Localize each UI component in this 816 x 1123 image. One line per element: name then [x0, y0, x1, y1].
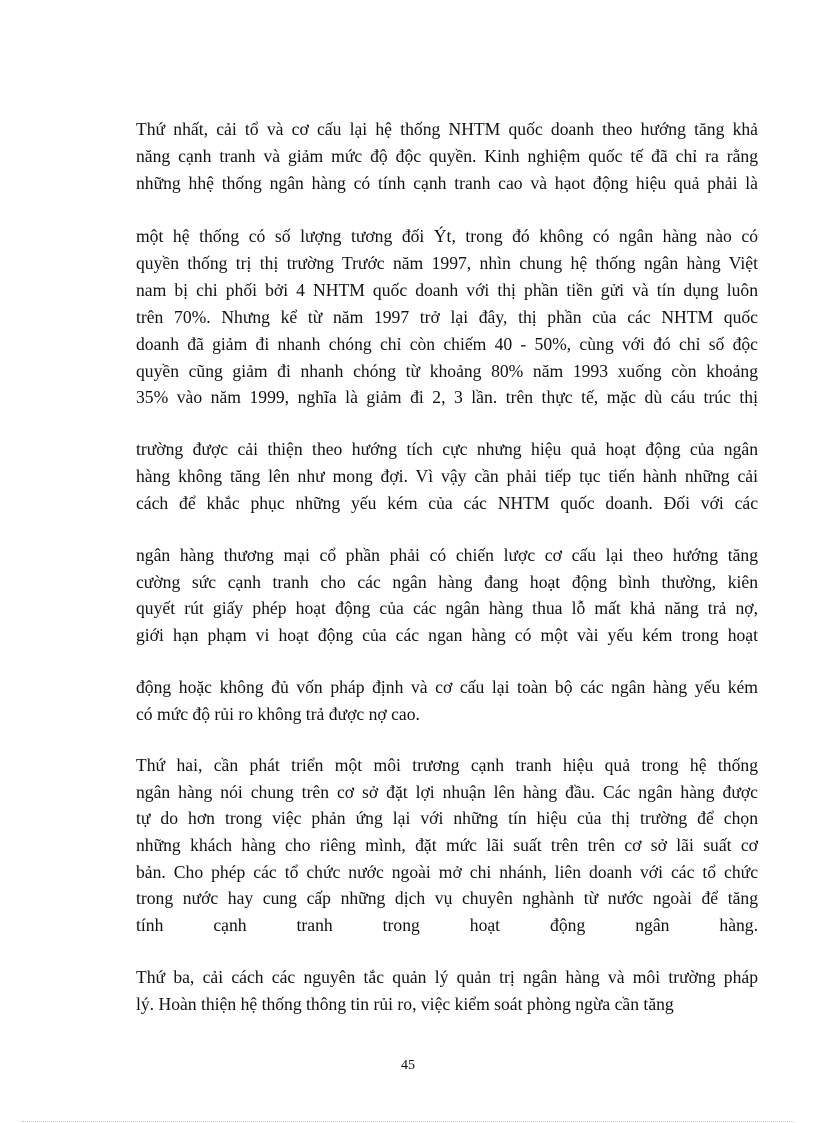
text-line: 35% vào năm 1999, nghĩa là giảm đi 2, 3 lần. trên thực tế, mặc dù cáu trúc thị — [136, 387, 758, 407]
text-line: trên 70%. Nhưng kể từ năm 1997 trở lại đây, thị phần của các NHTM quốc — [136, 307, 758, 327]
text-line: bản. Cho phép các tổ chức nước ngoài mở chi nhánh, liên doanh với các tổ chức — [136, 862, 758, 882]
text-line: quyết rút giấy phép hoạt động của các ngân hàng thua lỗ mất khả năng trả nợ, — [136, 598, 758, 618]
page-number: 45 — [401, 1058, 415, 1073]
text-line: hàng không tăng lên như mong đợi. Vì vậy cần phải tiếp tục tiến hành những cải — [136, 466, 758, 486]
text-line: cường sức cạnh tranh cho các ngân hàng đang hoạt động bình thường, kiên — [136, 572, 758, 592]
text-line: một hệ thống có số lượng tương đối Ýt, trong đó không có ngân hàng nào có — [136, 226, 758, 246]
text-line: giới hạn phạm vi hoạt động của các ngan hàng có một vài yếu kém trong hoạt — [136, 625, 758, 645]
text-line: có mức độ rủi ro không trả được nợ cao. — [136, 704, 420, 724]
text-line: doanh đã giảm đi nhanh chóng chỉ còn chiếm 40 - 50%, cùng với đó chỉ số độc — [136, 334, 758, 354]
text-line: ngân hàng nói chung trên cơ sở đặt lợi nhuận lên hàng đầu. Các ngân hàng được — [136, 782, 758, 802]
page-bottom-divider — [22, 1121, 794, 1122]
text-line: tự do hơn trong việc phản ứng lại với những tín hiệu của thị trường để chọn — [136, 808, 758, 828]
text-line: những khách hàng cho riêng mình, đặt mức lãi suất trên trên cơ sở lãi suất cơ — [136, 835, 758, 855]
text-line: cách để khắc phục những yếu kém của các NHTM quốc doanh. Đối với các — [136, 493, 758, 513]
text-line: nam bị chi phối bởi 4 NHTM quốc doanh với thị phần tiền gửi và tín dụng luôn — [136, 280, 758, 300]
text-line: Thứ hai, cần phát triển một môi trương cạnh tranh hiệu quả trong hệ thống — [136, 755, 758, 775]
text-line: tính cạnh tranh trong hoạt động ngân hàng. — [136, 915, 758, 935]
text-line: trường được cải thiện theo hướng tích cực nhưng hiệu quả hoạt động của ngân — [136, 439, 758, 459]
text-line: động hoặc không đủ vốn pháp định và cơ cấu lại toàn bộ các ngân hàng yếu kém — [136, 677, 758, 697]
text-line: năng cạnh tranh và giảm mức độ độc quyền. Kinh nghiệm quốc tế đã chỉ ra rằng — [136, 146, 758, 166]
text-line: quyền cũng giảm đi nhanh chóng từ khoảng 80% năm 1993 xuống còn khoảng — [136, 361, 758, 381]
text-line: Thứ ba, cải cách các nguyên tắc quản lý quản trị ngân hàng và môi trường pháp — [136, 967, 758, 987]
text-line: trong nước hay cung cấp những dịch vụ chuyên nghành từ nước ngoài để tăng — [136, 888, 758, 908]
text-line: quyền thống trị thị trường Trước năm 1997, nhìn chung hệ thống ngân hàng Việt — [136, 253, 758, 273]
text-line: những hhệ thống ngân hàng có tính cạnh tranh cao và hạot động hiệu quả phải là — [136, 173, 758, 193]
text-line: ngân hàng thương mại cổ phần phải có chiến lược cơ cấu lại theo hướng tăng — [136, 545, 758, 565]
text-line: lý. Hoàn thiện hệ thống thông tin rủi ro, việc kiểm soát phòng ngừa cần tăng — [136, 994, 674, 1014]
text-line: Thứ nhất, cải tổ và cơ cấu lại hệ thống NHTM quốc doanh theo hướng tăng khả — [136, 119, 758, 139]
